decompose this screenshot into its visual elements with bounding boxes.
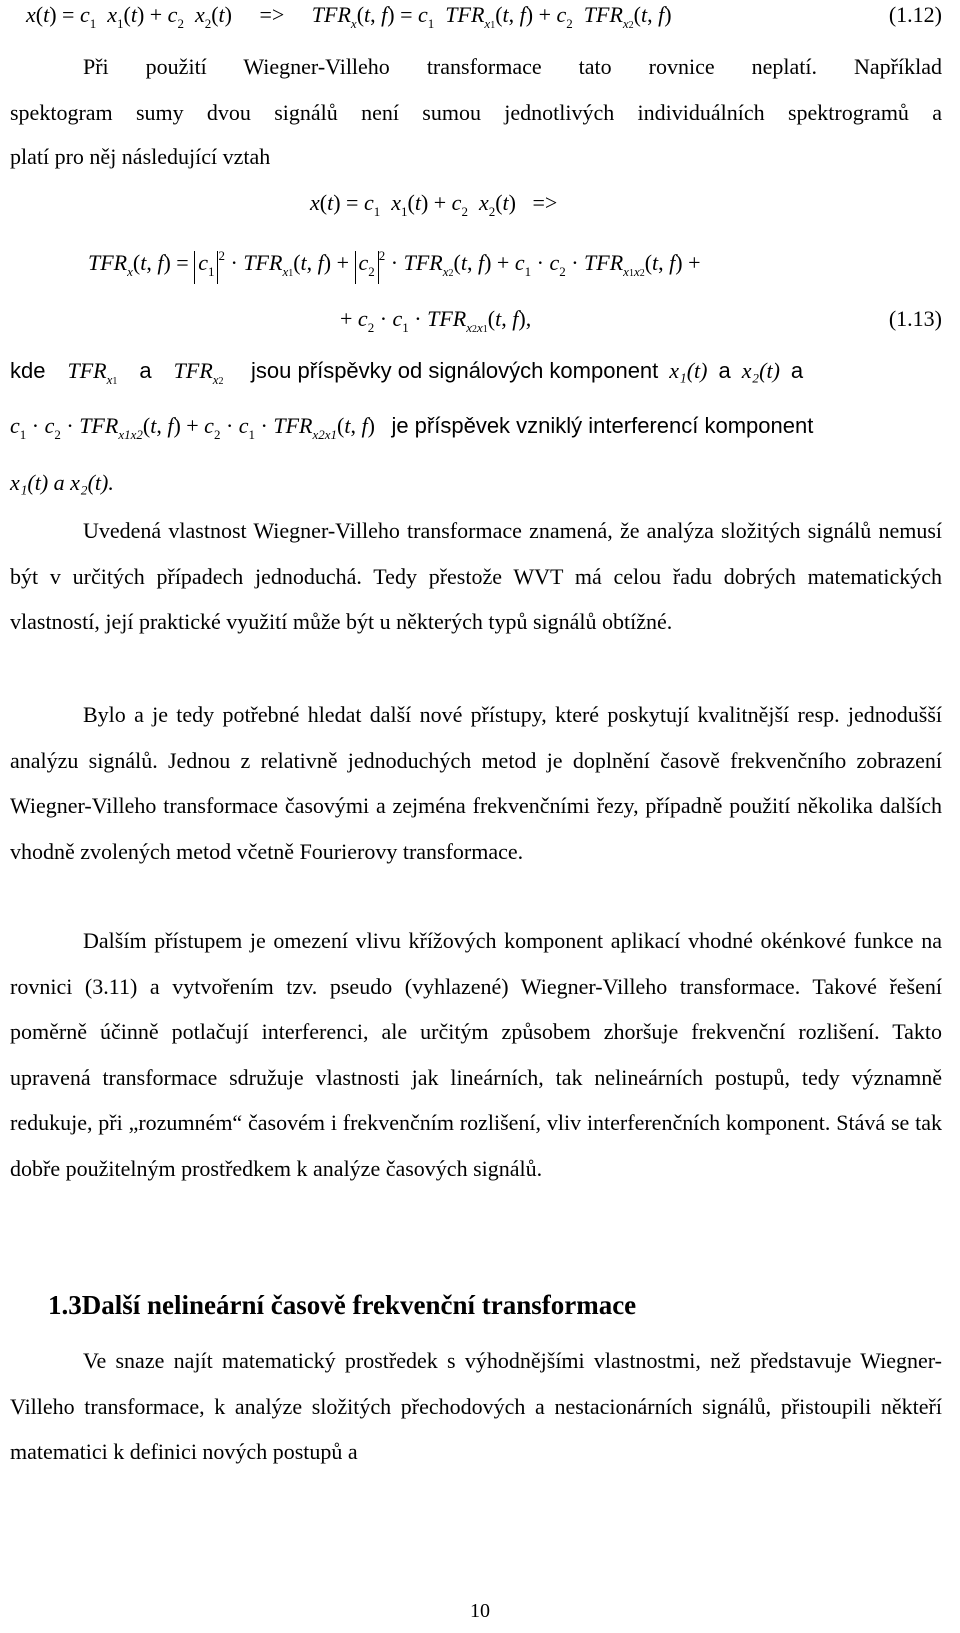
kde-line: kde $TFR_{x1}$ a $TFR_{x2}$ jsou příspěvky od signálových komponent x₁(t) a x₂(t) a xyxy=(10,358,804,387)
equation-1-13-line2: $TFR_x(t$, $f) = c_1^2 \cdot TFR_{x1}(t$, $f) + c_2^2 \cdot TFR_{x2}(t$, $f) + c_1 \cdot c_2 \cdot TFR_{x1x2}(t$, f) + xyxy=(88,248,701,284)
paragraph-5: Ve snaze najít matematický prostředek s výhodnějšími vlastnostmi, než představuje Wiegner-Villeho transformace, k analýze složitých přechodových a nestacionárních signálů, přistoupili někteří matematici k definici nových postupů a xyxy=(10,1348,942,1464)
cross-term-line: $c_1 \cdot c_2 \cdot TFR_{x1x2}(t$, $f) + c_2 \cdot c_1 \cdot TFR_{x2x1}(t$, f) je příspěvek vzniklý interferencí komponent xyxy=(10,413,814,442)
paragraph-4: Dalším přístupem je omezení vlivu křížových komponent aplikací vhodné okénkové funkce na rovnici (3.11) a vytvořením tzv. pseudo (vyhlazené) Wiegner-Villeho transformace. Takové řešení poměrně účinně potlačují interferenci, ale určitým způsobem zhoršuje frekvenční rozlišení. Takto upravená transformace sdružuje vlastnosti jak lineárních, tak nelineárních postupů, tedy významně redukuje, při „rozumném“ časovém i frekvenčním rozlišení, vliv interferenčních komponent. Stává se tak dobře použitelným prostředkem k analýze časových signálů. xyxy=(10,928,942,1181)
equation-number: (1.12) xyxy=(888,2,942,27)
page-number: 10 xyxy=(470,1600,490,1622)
paragraph-line: Při použití Wiegner-Villeho transformace tato rovnice neplatí. Například xyxy=(83,54,942,79)
equation-1-13-line1: $x(t) = c_1$ $x_1(t) + c_2$ $x_2(t)$ => xyxy=(310,190,558,219)
paragraph-line: platí pro něj následující vztah xyxy=(10,144,271,169)
equation-number: (1.13) xyxy=(888,306,942,331)
section-heading: 1.3Další nelineární časově frekvenční transformace xyxy=(48,1290,637,1320)
paragraph-2: Uvedená vlastnost Wiegner-Villeho transformace znamená, že analýza složitých signálů nemusí být v určitých případech jednoduchá. Tedy přestože WVT má celou řadu dobrých matematických vlastností, její praktické využití může být u některých typů signálů obtížné. xyxy=(10,518,942,634)
paragraph-3: Bylo a je tedy potřebné hledat další nové přístupy, které poskytují kvalitnější resp. jednodušší analýzu signálů. Jednou z relativně jednoduchých metod je doplnění časově frekvenčního zobrazení Wiegner-Villeho transformace časovými a zejména frekvenčními řezy, případně použití několika dalších vhodně zvolených metod včetně Fourierovy transformace. xyxy=(10,702,942,864)
components-line: x₁(t) a x₂(t). xyxy=(10,470,114,495)
equation-1-12: $x(t) = c_1$ $x_1(t) + c_2$ $x_2(t)$ => $TFR_x(t$, $f) = c_1$ $TFR_{x1}(t$, $f) + c_2$ $TFR_{x2}(t$, f) xyxy=(26,2,672,31)
paragraph-line: spektogram sumy dvou signálů není sumou jednotlivých individuálních spektrogramů a xyxy=(10,100,942,125)
equation-1-13-line3: + $c_2 \cdot c_1 \cdot TFR_{x2x1}(t$, f), xyxy=(340,306,532,335)
